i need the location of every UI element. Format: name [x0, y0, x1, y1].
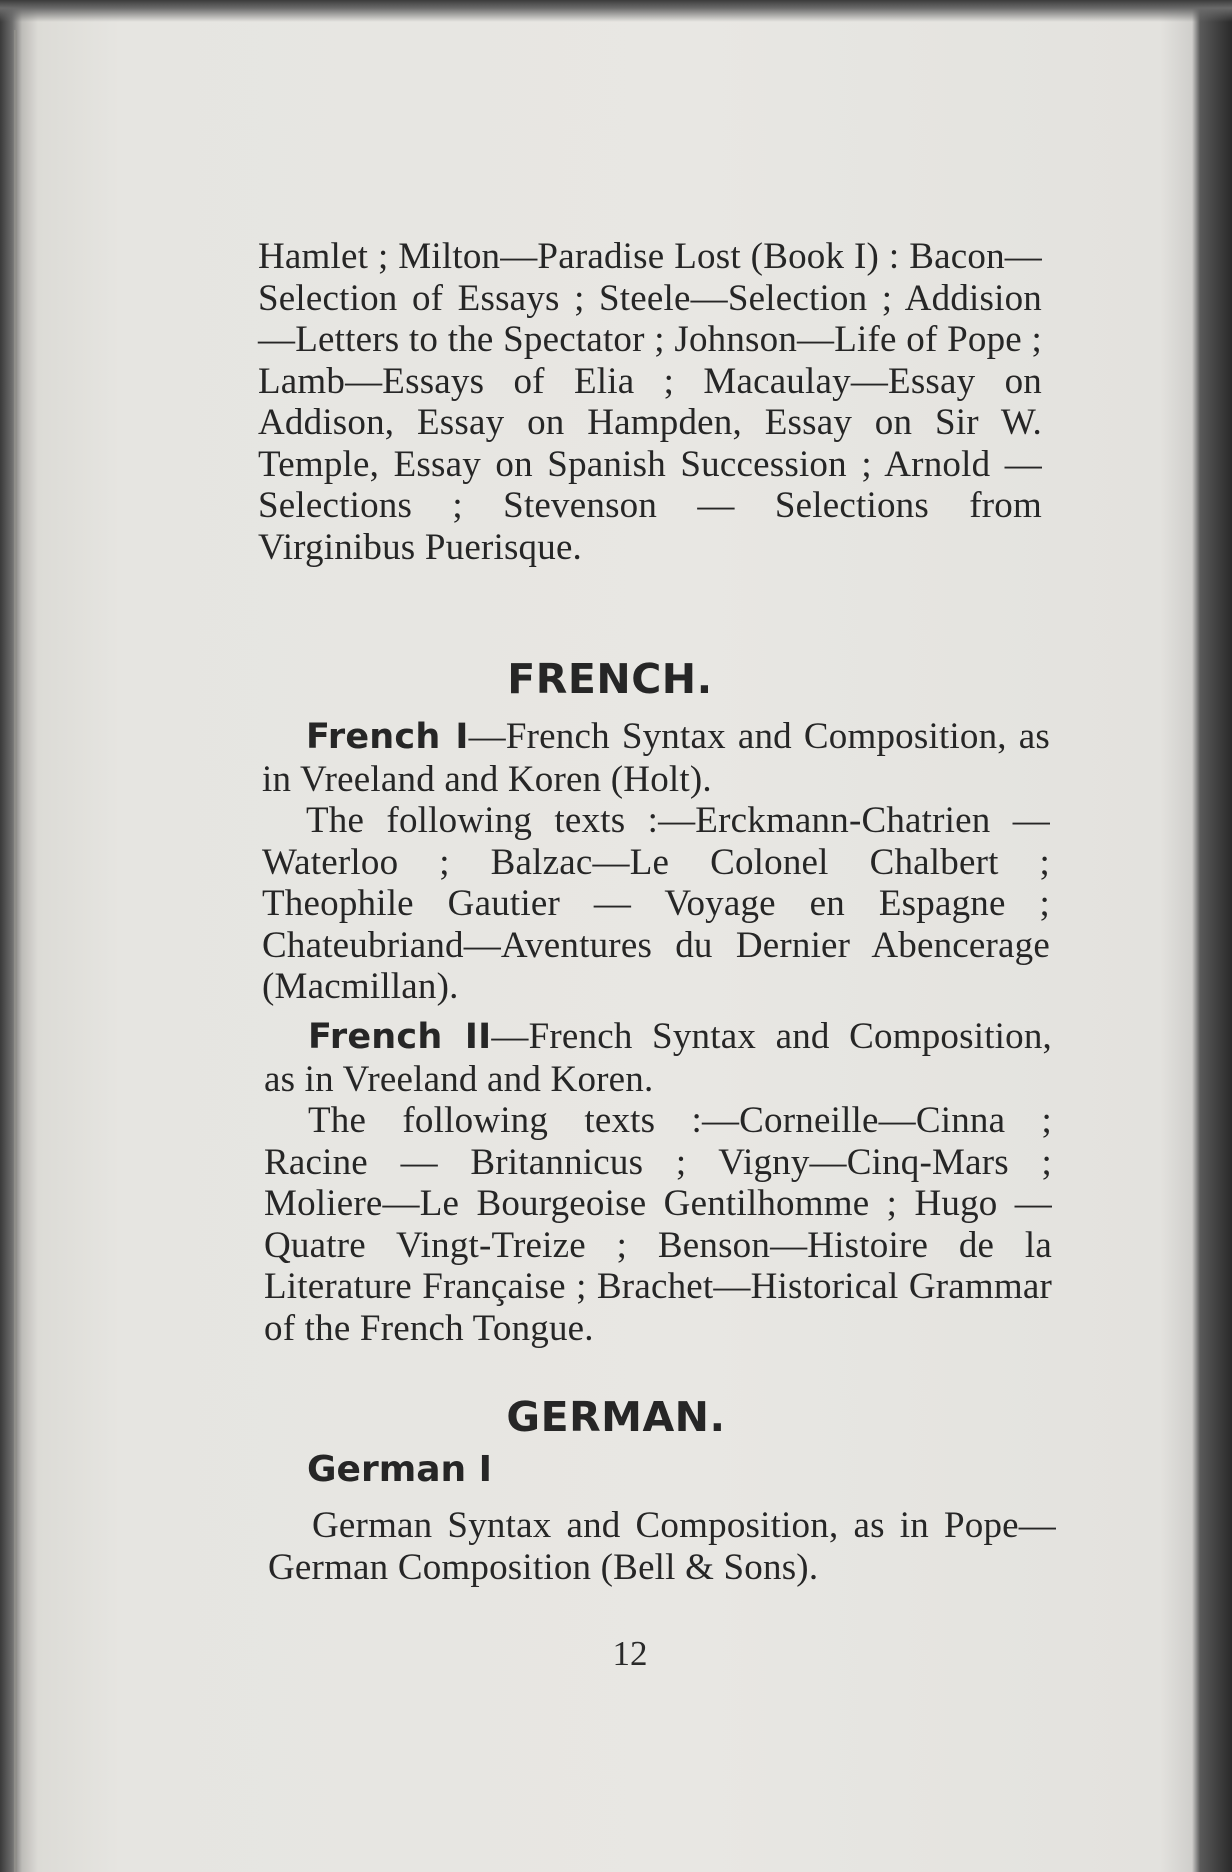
- french-2-texts: The following texts :—Corneille—Cinna ; Racine — Britannicus ; Vigny—Cinq-Mars ; Moliere—Le Bourgeoise Gentilhomme ; Hugo —Quatre Vingt-Treize ; Benson—Histoire de la Literature Française ; Brachet—Historical Grammar of the French Tongue.: [264, 1100, 1052, 1349]
- french-1-description: —French Syntax and Composition, as in Vreeland and Koren (Holt).: [262, 716, 1051, 800]
- page-number: 12: [612, 1634, 648, 1673]
- french-heading: FRENCH.: [507, 655, 713, 703]
- german-heading: GERMAN.: [506, 1393, 726, 1441]
- german-1-description: German Syntax and Composition, as in Pope—German Composition (Bell & Sons).: [268, 1505, 1056, 1588]
- french-2-paragraph: [264, 1016, 1052, 1100]
- continuation-paragraph: Hamlet ; Milton—Paradise Lost (Book I) : Bacon—Selection of Essays ; Steele—Selection ; Addision—Letters to the Spectator ; Johnson—Life of Pope ; Lamb—Essays of Elia ; Macaulay—Essay on Addison, Essay on Hampden, Essay on Sir W. Temple, Essay on Spanish Succession ; Arnold — Selections ; Stevenson — Selections from Virginibus Puerisque.: [258, 236, 1042, 568]
- french-2-lead: French II: [308, 1017, 492, 1057]
- french-1-paragraph: [262, 716, 1050, 800]
- german-1-subheading: German I: [307, 1449, 493, 1490]
- french-2-description: —French Syntax and Composition, as in Vreeland and Koren.: [264, 1016, 1052, 1100]
- french-1-texts: The following texts :—Erckmann-Chatrien —Waterloo ; Balzac—Le Colonel Chalbert ; Theophile Gautier — Voyage en Espagne ; Chateubriand—Aventures du Dernier Abencerage (Macmillan).: [262, 800, 1050, 1007]
- french-1-lead: French I: [306, 717, 469, 757]
